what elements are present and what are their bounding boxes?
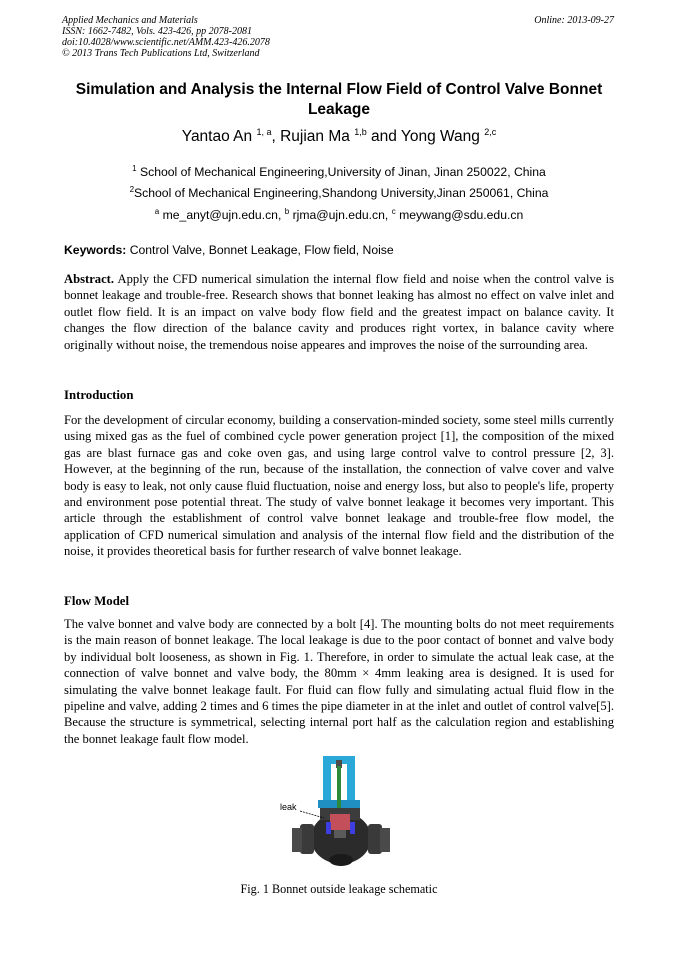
issn: ISSN: 1662-7482, Vols. 423-426, pp 2078-2081 bbox=[62, 26, 252, 37]
authors bbox=[62, 127, 616, 146]
email-sup: c bbox=[391, 207, 396, 216]
affiliation-sup: 2 bbox=[129, 185, 135, 194]
email-sup: b bbox=[284, 207, 290, 216]
section-heading-introduction: Introduction bbox=[64, 388, 134, 402]
author-sup: 1, a bbox=[256, 127, 272, 137]
keywords-label: Keywords: bbox=[64, 243, 127, 257]
copyright: © 2013 Trans Tech Publications Ltd, Switzerland bbox=[62, 48, 260, 59]
outlet-pipe bbox=[380, 828, 390, 852]
paper-title: Simulation and Analysis the Internal Flow Field of Control Valve Bonnet Leakage bbox=[75, 81, 603, 118]
introduction-text: For the development of circular economy, building a conservation-minded society, some steel mills currently using mixed gas as the fuel of combined cycle power generation project [1], the composition of the mixed gas are blast furnace gas and coke oven gas, and using large control valve to control pressure [2, 3]. However, at the beginning of the run, because of the installation, the connection of valve cover and valve body is easy to leak, not only cause fluid fluctuation, noise and energy loss, but also to people's life, property and environment pose potential threat. The study of valve bonnet leakage it becomes very important. This article through the establishment of control valve bonnet leakage and trouble-free flow model, the application of CFD numerical simulation and analysis of the internal flow field and the distribution of the noise, it provides theoretical basis for further research of valve bonnet leakage. bbox=[64, 413, 614, 559]
author-name: Yantao An bbox=[181, 128, 253, 146]
bolt-right bbox=[350, 822, 355, 834]
flow-model-text: The valve bonnet and valve body are connected by a bolt [4]. The mounting bolts do not meet requirements is the main reason of bonnet leakage. The local leakage is due to the poor contact of bonnet and valve body by individual bolt looseness, as shown in Fig. 1. Therefore, in order to simulate the actual leak case, at the connection of valve bonnet and valve body, the 80mm × 4mm leaking area is designed. It is used for simulating the valve bonnet leakage fault. For fluid can flow fully and simulating actual fluid flow in the pipeline and valve, adding 2 times and 6 times the pipe diameter in at the inlet and outlet of control valve[5]. Because the structure is symmetrical, selecting internal port half as the calculation region and establishing the bonnet leakage fault flow model. bbox=[64, 617, 614, 746]
affiliation-sup: 1 bbox=[132, 164, 137, 173]
leak-label: leak bbox=[280, 802, 297, 812]
author-name: Yong Wang bbox=[400, 128, 480, 146]
journal-name: Applied Mechanics and Materials bbox=[62, 15, 198, 26]
abstract-text: Apply the CFD numerical simulation the internal flow field and noise when the control valve is bonnet leakage and trouble-free. Research shows that bonnet leaking has almost no effect on valve inlet and outlet flow field. It is an impact on valve body flow field and the greatest impact on balance cavity. It changes the flow direction of the balance cavity and produces right vortex, in balance cavity where originally without noise, the tremendous noise appeares and improves the noise of the surrounding area. bbox=[64, 272, 614, 352]
affiliation-text: School of Mechanical Engineering,University of Jinan, Jinan 250022, China bbox=[136, 165, 546, 180]
author-sup: 2,c bbox=[484, 127, 497, 137]
email-sup: a bbox=[154, 207, 160, 216]
figure-caption: Fig. 1 Bonnet outside leakage schematic bbox=[240, 882, 438, 896]
journal-meta bbox=[62, 15, 270, 59]
section-heading-flow-model: Flow Model bbox=[64, 594, 130, 608]
balance-cavity bbox=[330, 814, 350, 830]
yoke-left bbox=[323, 762, 331, 806]
yoke-right bbox=[347, 762, 355, 806]
emails bbox=[62, 207, 616, 222]
affiliation bbox=[62, 185, 616, 200]
email: meywang@sdu.edu.cn bbox=[395, 208, 524, 223]
author-name: Rujian Ma bbox=[280, 128, 350, 146]
inlet-flange bbox=[300, 824, 314, 854]
online-date: Online: 2013-09-27 bbox=[534, 15, 614, 26]
abstract bbox=[64, 271, 614, 353]
affiliation-text: School of Mechanical Engineering,Shandong University,Jinan 250061, China bbox=[134, 186, 549, 201]
abstract-label: Abstract. bbox=[64, 272, 115, 286]
email: rjma@ujn.edu.cn, bbox=[289, 208, 392, 223]
doi: doi:10.4028/www.scientific.net/AMM.423-426.2078 bbox=[62, 37, 270, 48]
keywords bbox=[64, 243, 394, 257]
body-bottom bbox=[329, 854, 353, 866]
valve-illustration bbox=[278, 752, 403, 877]
author-sep: and bbox=[366, 128, 401, 146]
keywords-text: Control Valve, Bonnet Leakage, Flow field, Noise bbox=[126, 243, 394, 257]
valve-figure bbox=[278, 752, 403, 877]
valve-plug bbox=[334, 830, 346, 838]
bolt-left bbox=[326, 822, 331, 834]
affiliation bbox=[62, 164, 616, 179]
inlet-pipe bbox=[292, 828, 302, 852]
author-sep: , bbox=[271, 128, 281, 146]
email: me_anyt@ujn.edu.cn, bbox=[159, 208, 285, 223]
author-sup: 1,b bbox=[354, 127, 367, 137]
outlet-flange bbox=[368, 824, 382, 854]
